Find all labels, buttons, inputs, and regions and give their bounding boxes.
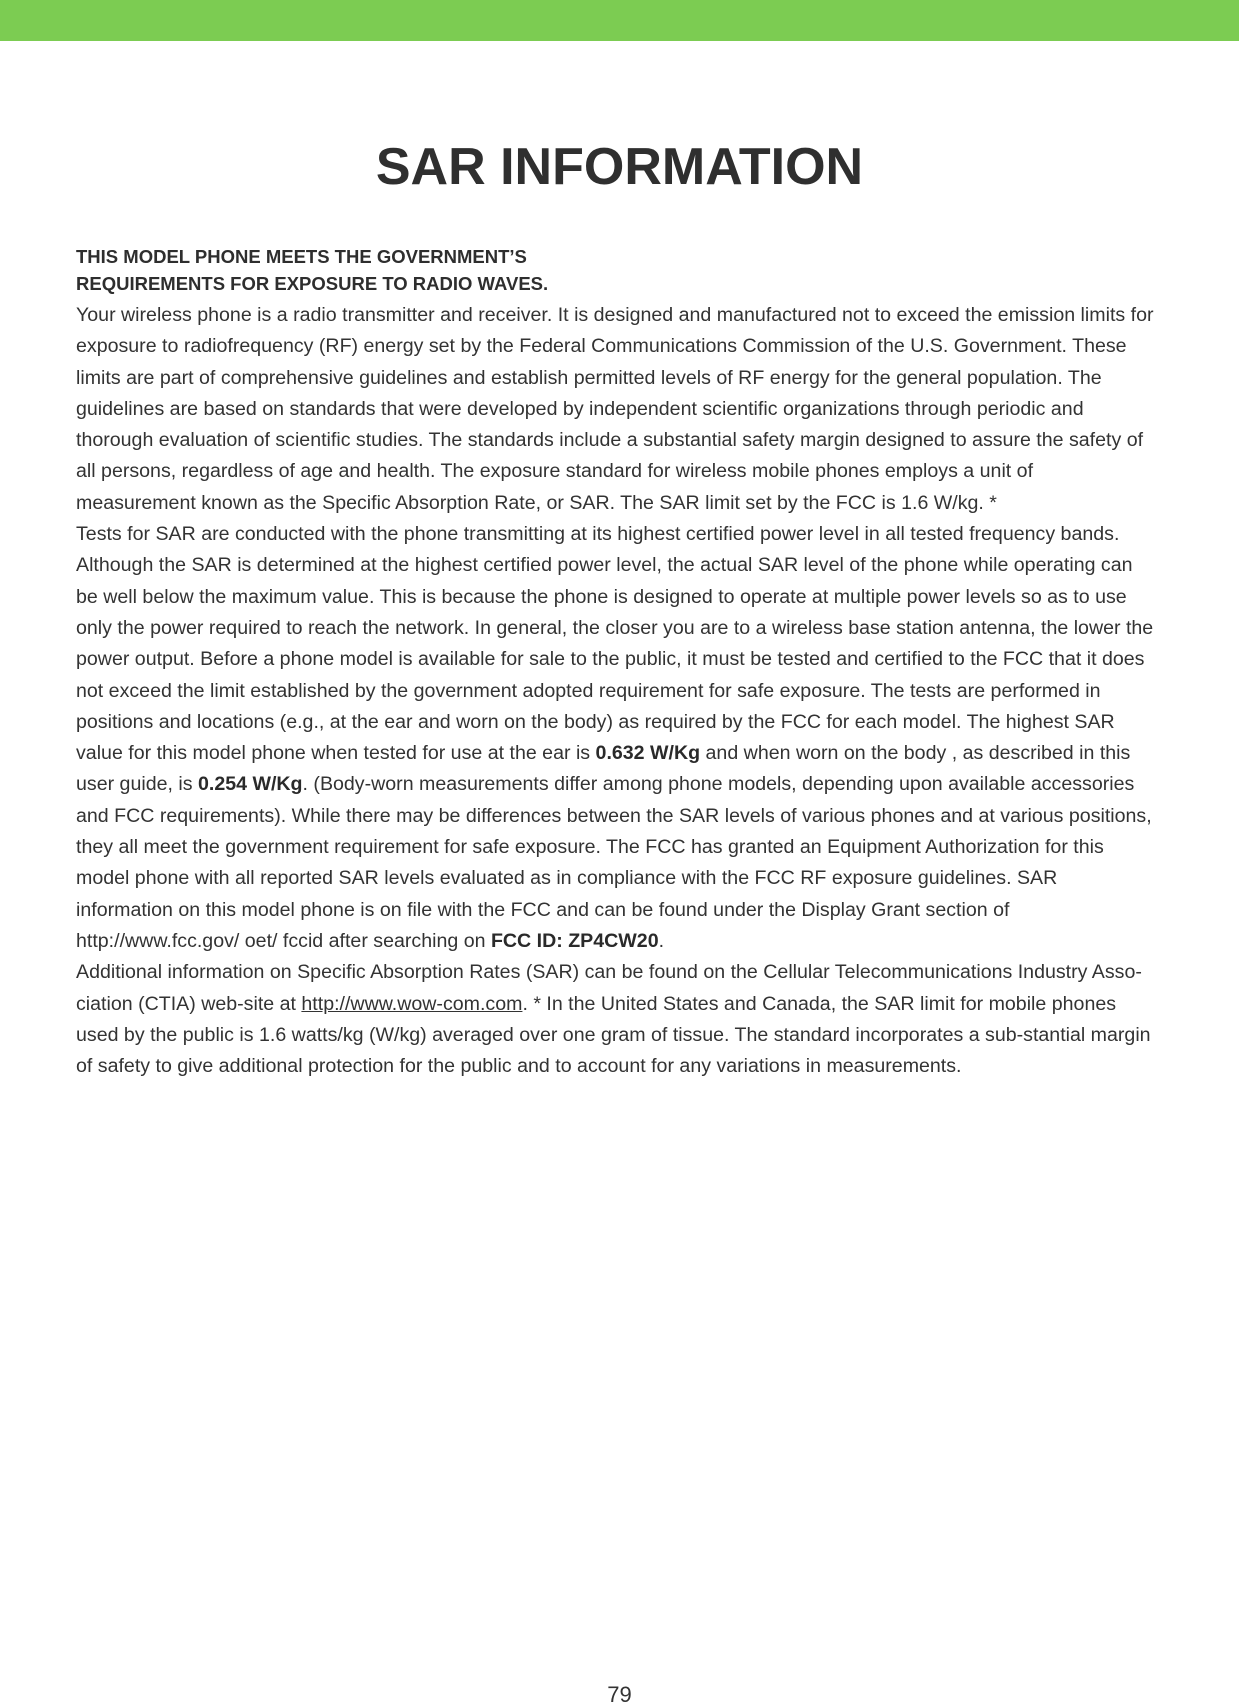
ctia-website-link[interactable]: http://www.wow-com.com <box>301 992 523 1015</box>
paragraph-additional-text-1: Additional information on Specific Absorption Rates (SAR) can be found on the Cellular Telecommunications Industry Asso-ciation (CTIA) web-site at <box>76 961 1142 1015</box>
paragraph-testing-text-2: and when worn on the body , as described in this user guide, is <box>76 742 1131 796</box>
fcc-id: FCC ID: ZP4CW20 <box>490 929 659 952</box>
section-heading <box>76 243 1156 297</box>
section-heading-line-1: THIS MODEL PHONE MEETS THE GOVERNMENT’S <box>76 246 527 267</box>
section-heading-line-2: REQUIREMENTS FOR EXPOSURE TO RADIO WAVES. <box>76 273 549 294</box>
document-body <box>76 243 1156 1082</box>
paragraph-testing-text-1: Tests for SAR are conducted with the phone transmitting at its highest certified power level in all tested frequency bands. Although the SAR is determined at the highest certified power level, the actual SAR level of the phone while operating can be well below the maximum value. This is because the phone is designed to operate at multiple power levels so as to use only the power required to reach the network. In general, the closer you are to a wireless base station antenna, the lower the power output. Before a phone model is available for sale to the public, it must be tested and certified to the FCC that it does not exceed the limit established by the government adopted requirement for safe exposure. The tests are performed in positions and locations (e.g., at the ear and worn on the body) as required by the FCC for each model. The highest SAR value for this model phone when tested for use at the ear is <box>76 523 1154 765</box>
paragraph-additional-text-2: . * In the United States and Canada, the SAR limit for mobile phones used by the public is 1.6 watts/kg (W/kg) averaged over one gram of tissue. The standard incorporates a sub-stantial margin of safety to give additional protection for the public and to account for any variations in measurements. <box>76 992 1151 1078</box>
paragraph-sar-overview: Your wireless phone is a radio transmitter and receiver. It is designed and manufactured not to exceed the emission limits for exposure to radiofrequency (RF) energy set by the Federal Communications Commission of the U.S. Government. These limits are part of comprehensive guidelines and establish permitted levels of RF energy for the general population. The guidelines are based on standards that were developed by independent scientific organizations through periodic and thorough evaluation of scientific studies. The standards include a substantial safety margin designed to assure the safety of all persons, regardless of age and health. The exposure standard for wireless mobile phones employs a unit of measurement known as the Specific Absorption Rate, or SAR. The SAR limit set by the FCC is 1.6 W/kg. * <box>76 304 1154 514</box>
paragraph-testing-text-4: . <box>658 929 665 952</box>
page-number: 79 <box>607 1682 632 1707</box>
ear-sar-value: 0.632 W/Kg <box>595 742 701 765</box>
paragraph-additional-info <box>76 957 1156 1082</box>
top-color-band <box>0 0 1239 41</box>
page-title: SAR INFORMATION <box>375 138 864 196</box>
paragraph-testing-text-3: . (Body-worn measurements differ among phone models, depending upon available accessories and FCC requirements). While there may be differences between the SAR levels of various phones and at various positions, they all meet the government requirement for safe exposure. The FCC has granted an Equipment Authorization for this model phone with all reported SAR levels evaluated as in compliance with the FCC RF exposure guidelines. SAR information on this model phone is on file with the FCC and can be found under the Display Grant section of http://www.fcc.gov/ oet/ fccid after searching on <box>76 773 1152 952</box>
body-sar-value: 0.254 W/Kg <box>197 773 303 796</box>
paragraph-sar-testing <box>76 519 1156 957</box>
